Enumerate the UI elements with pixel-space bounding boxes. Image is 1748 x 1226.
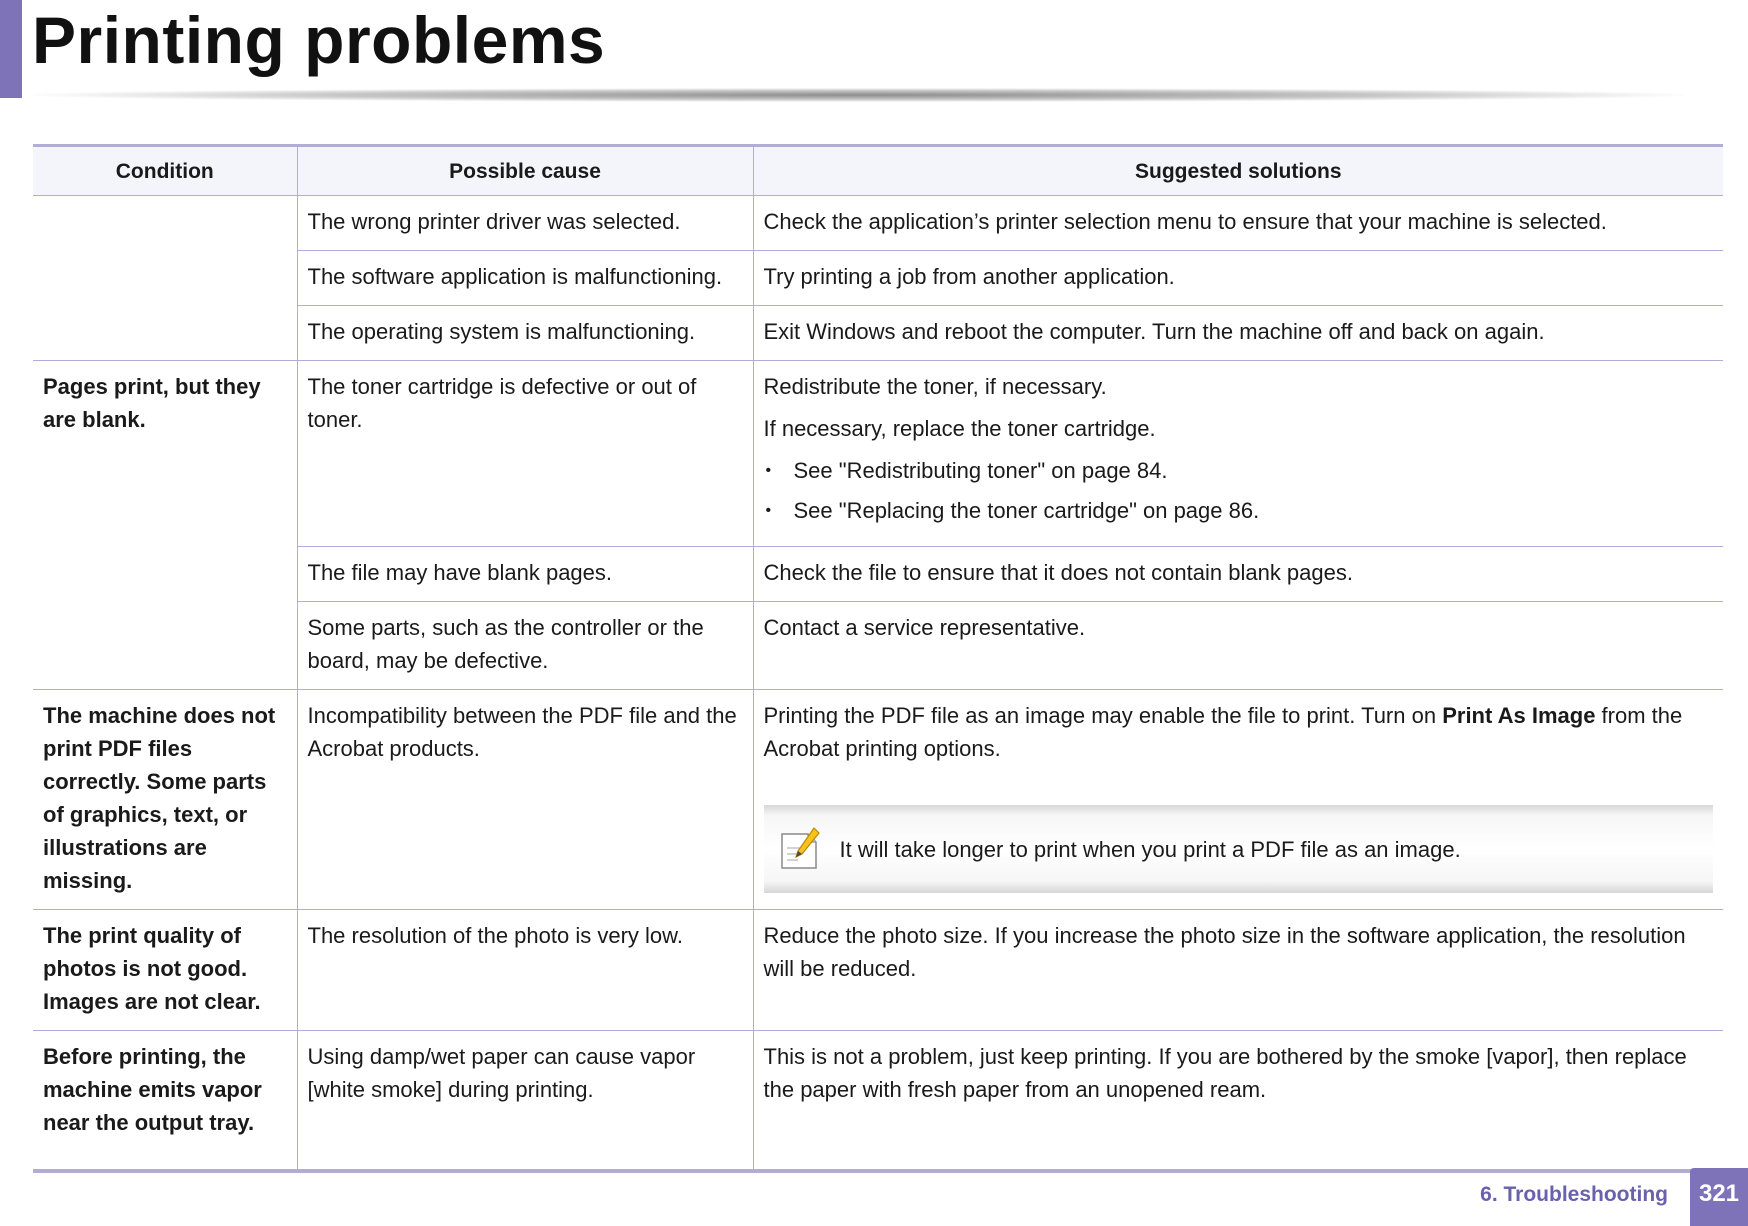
condition-cell — [33, 251, 297, 306]
note-box — [764, 805, 1714, 893]
condition-cell — [33, 306, 297, 361]
solution-text: Check the file to ensure that it does not contain blank pages. — [763, 560, 1353, 585]
solution-text-end: from the Acrobat printing options. — [763, 703, 1683, 761]
solution-cell — [753, 547, 1723, 602]
solution-cell — [753, 602, 1723, 690]
cause-cell: The wrong printer driver was selected. — [297, 196, 753, 251]
cause-cell: The file may have blank pages. — [297, 547, 753, 602]
condition-cell: The print quality of photos is not good. Images are not clear. — [33, 910, 297, 1031]
cause-cell: The resolution of the photo is very low. — [297, 910, 753, 1031]
solution-text: Check the application’s printer selection menu to ensure that your machine is selected. — [763, 209, 1607, 234]
table-row — [33, 196, 1723, 251]
note-pencil-icon — [778, 826, 822, 872]
solution-cell — [753, 690, 1723, 910]
reference-list — [764, 454, 1714, 527]
header-accent-bar — [0, 0, 22, 98]
troubleshooting-table — [33, 144, 1723, 1173]
solution-text: Reduce the photo size. If you increase the photo size in the software application, the resolution will be reduced. — [763, 923, 1686, 981]
solution-cell — [753, 1031, 1723, 1172]
solution-text: Contact a service representative. — [763, 615, 1086, 640]
cause-cell: The operating system is malfunctioning. — [297, 306, 753, 361]
solution-text: Exit Windows and reboot the computer. Turn the machine off and back on again. — [763, 319, 1545, 344]
table-row — [33, 910, 1723, 1031]
solution-cell — [753, 306, 1723, 361]
condition-cell — [33, 196, 297, 251]
condition-cell — [33, 547, 297, 602]
page-number-badge: 321 — [1690, 1168, 1748, 1226]
solution-cell — [753, 361, 1723, 547]
table-row — [33, 361, 1723, 547]
cause-cell: Incompatibility between the PDF file and the Acrobat products. — [297, 690, 753, 910]
table-row — [33, 547, 1723, 602]
reference-link-redistributing-toner[interactable]: • See "Redistributing toner" on page 84. — [764, 454, 1714, 487]
page-title: Printing problems — [32, 3, 606, 77]
note-text: It will take longer to print when you print a PDF file as an image. — [839, 836, 1461, 862]
table-row — [33, 602, 1723, 690]
reference-link-replacing-toner-cartridge[interactable]: • See "Replacing the toner cartridge" on page 86. — [764, 494, 1714, 527]
table-row — [33, 306, 1723, 361]
header-suggested-solutions: Suggested solutions — [753, 146, 1723, 196]
cause-cell: The software application is malfunctioning. — [297, 251, 753, 306]
solution-cell — [753, 196, 1723, 251]
condition-cell — [33, 602, 297, 690]
solution-text: Redistribute the toner, if necessary. — [763, 374, 1107, 399]
solution-text — [764, 699, 1714, 765]
cause-cell: Using damp/wet paper can cause vapor [white smoke] during printing. — [297, 1031, 753, 1172]
solution-text-start: Printing the PDF file as an image may enable the file to print. Turn on — [763, 703, 1443, 728]
table-row — [33, 251, 1723, 306]
table-row — [33, 1031, 1723, 1172]
table-row — [33, 690, 1723, 910]
solution-cell — [753, 251, 1723, 306]
title-divider — [34, 88, 1684, 102]
condition-cell: Before printing, the machine emits vapor near the output tray. — [33, 1031, 297, 1172]
cause-cell: The toner cartridge is defective or out of toner. — [297, 361, 753, 547]
header-condition: Condition — [33, 146, 297, 196]
table-header-row — [33, 146, 1723, 196]
header-possible-cause: Possible cause — [297, 146, 753, 196]
condition-cell: The machine does not print PDF files correctly. Some parts of graphics, text, or illustrations are missing. — [33, 690, 297, 910]
print-as-image-option: Print As Image — [1442, 703, 1596, 728]
solution-cell — [753, 910, 1723, 1031]
solution-text: If necessary, replace the toner cartridge. — [763, 416, 1156, 441]
solution-text: This is not a problem, just keep printing. If you are bothered by the smoke [vapor], then replace the paper with fresh paper from an unopened ream. — [763, 1044, 1687, 1102]
condition-cell: Pages print, but they are blank. — [33, 361, 297, 547]
solution-text: Try printing a job from another application. — [763, 264, 1175, 289]
cause-cell: Some parts, such as the controller or the board, may be defective. — [297, 602, 753, 690]
chapter-label: 6. Troubleshooting — [1480, 1183, 1668, 1206]
